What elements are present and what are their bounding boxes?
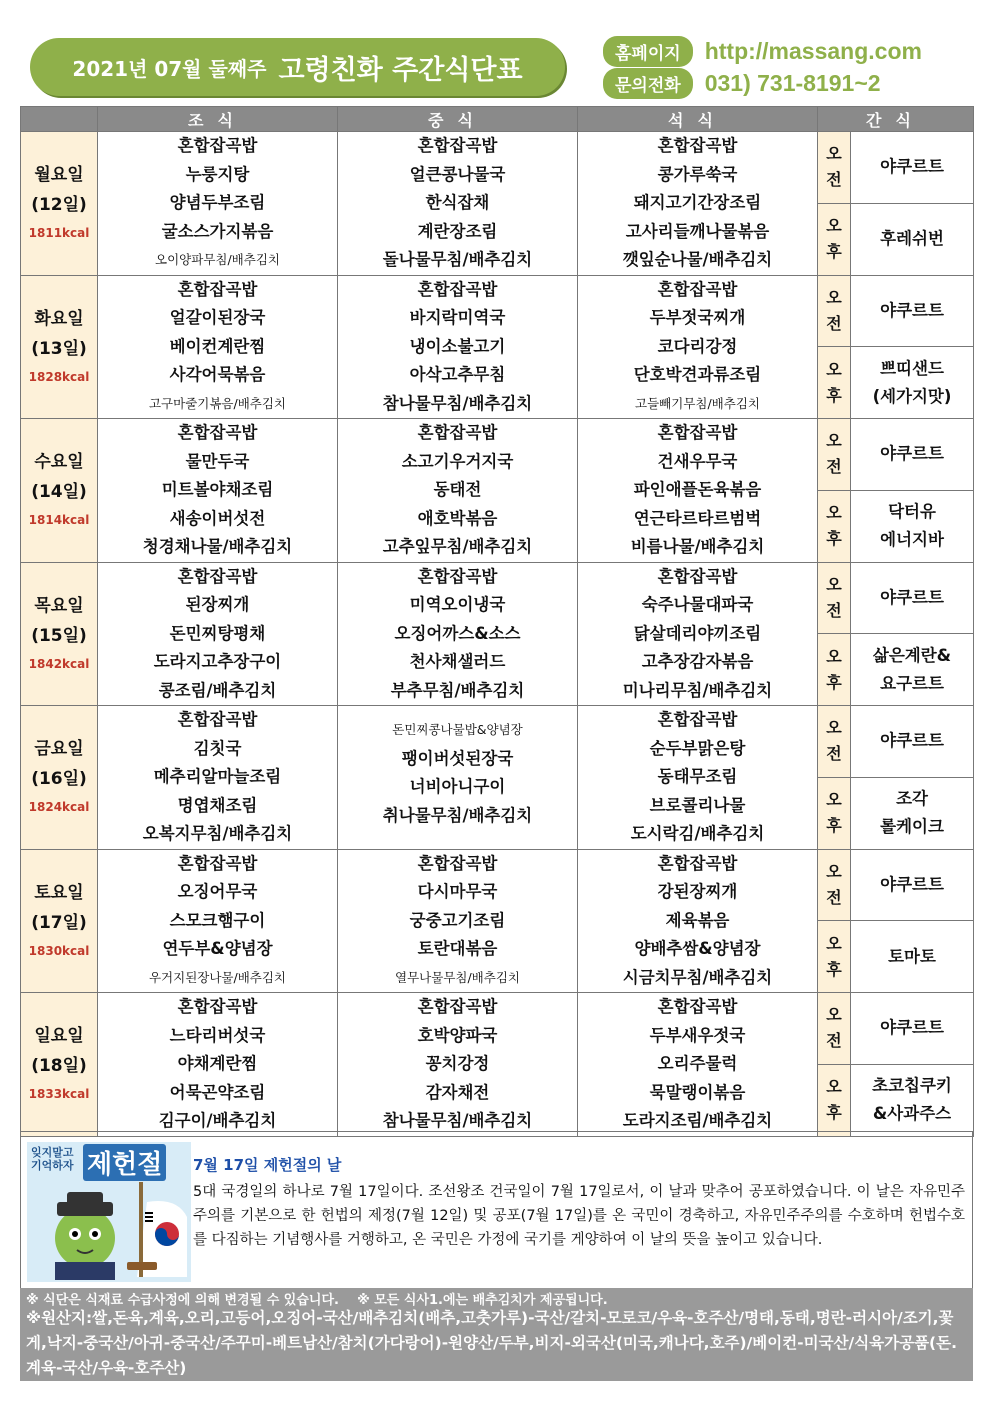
day-kcal: 1811kcal (28, 226, 90, 241)
day-kcal: 1824kcal (28, 800, 90, 815)
weekly-menu-table (20, 106, 974, 1137)
slot-am (818, 993, 851, 1065)
lunch-cell (338, 993, 578, 1137)
slot-pm-label: 오후 (826, 646, 842, 692)
homepage-row (603, 36, 922, 66)
lunch-item: 팽이버섯된장국 (401, 748, 514, 768)
menu-body (21, 132, 974, 1137)
slot-pm-label: 오후 (826, 1077, 842, 1123)
day-name: 목요일 (34, 595, 84, 616)
dinner-item: 도라지조림/배추김치 (622, 1111, 773, 1130)
dinner-cell (578, 562, 818, 706)
day-date: (17일) (31, 912, 87, 933)
breakfast-item: 혼합잡곡밥 (177, 136, 258, 155)
lunch-item: 꽁치강정 (425, 1054, 490, 1073)
dinner-item: 묵말랭이볶음 (649, 1082, 746, 1102)
dinner-item: 혼합잡곡밥 (657, 710, 738, 729)
dinner-item: 브로콜리나물 (649, 795, 746, 815)
day-cell (21, 419, 98, 563)
lunch-item: 얼큰콩나물국 (409, 164, 506, 184)
snack-pm: 닥터유 에너지바 (851, 490, 974, 562)
day-date: (12일) (31, 195, 87, 216)
dinner-item: 혼합잡곡밥 (657, 566, 738, 586)
breakfast-item: 오복지무침/배추김치 (142, 824, 293, 843)
lunch-item: 혼합잡곡밥 (417, 136, 498, 155)
lunch-item: 궁중고기조림 (409, 910, 506, 930)
breakfast-item: 누룽지탕 (185, 164, 250, 184)
dinner-item: 미나리무침/배추김치 (622, 680, 773, 700)
breakfast-item: 양념두부조림 (169, 193, 266, 212)
dinner-item: 연근타르타르범벅 (633, 508, 762, 528)
breakfast-cell (98, 275, 338, 419)
dinner-item: 양배추쌈&양념장 (634, 939, 761, 958)
day-cell (21, 562, 98, 706)
lunch-item: 혼합잡곡밥 (417, 279, 498, 299)
dinner-cell (578, 132, 818, 276)
snack-am: 야쿠르트 (851, 849, 974, 921)
day-name: 금요일 (34, 739, 84, 760)
col-lunch: 중식 (338, 107, 578, 132)
breakfast-item: 김구이/배추김치 (158, 1111, 277, 1130)
snack-am: 야쿠르트 (851, 562, 974, 634)
breakfast-item: 어묵곤약조림 (169, 1082, 266, 1102)
dinner-item: 고들빼기무침/배추김치 (635, 395, 760, 411)
day-name: 일요일 (34, 1026, 84, 1047)
breakfast-item: 고구마줄기볶음/배추김치 (148, 395, 287, 411)
dinner-item: 단호박견과류조림 (633, 365, 762, 384)
poster-title: 제헌절 (83, 1144, 166, 1181)
lunch-item: 호박양파국 (417, 1025, 498, 1045)
lunch-item: 돈민찌콩나물밥&양념장 (392, 722, 523, 737)
breakfast-cell (98, 419, 338, 563)
dinner-item: 코다리강정 (657, 336, 738, 356)
breakfast-item: 연두부&양념장 (162, 939, 273, 958)
dinner-item: 도시락김/배추김치 (630, 824, 765, 843)
slot-pm-label: 오후 (826, 359, 842, 405)
dinner-item: 혼합잡곡밥 (657, 853, 738, 873)
title-banner (30, 38, 565, 96)
breakfast-item: 된장찌개 (185, 595, 250, 614)
day-kcal: 1814kcal (28, 513, 90, 528)
day-cell (21, 275, 98, 419)
slot-am (818, 849, 851, 921)
snack-am: 야쿠르트 (851, 132, 974, 204)
day-date: (16일) (31, 769, 87, 790)
lunch-item: 혼합잡곡밥 (417, 997, 498, 1016)
snack-pm: 삶은계란& 요구르트 (851, 634, 974, 706)
breakfast-item: 오징어무국 (177, 882, 258, 901)
homepage-label: 홈페이지 (603, 36, 693, 67)
dinner-item: 두부젓국찌개 (649, 308, 746, 327)
lunch-cell (338, 706, 578, 850)
slot-pm (818, 347, 851, 419)
slot-am-label: 오전 (826, 1005, 842, 1051)
header-row (21, 107, 974, 132)
snack-am: 야쿠르트 (851, 419, 974, 491)
breakfast-item: 우거지된장나물/배추김치 (148, 969, 287, 985)
lunch-item: 천사채샐러드 (409, 652, 506, 671)
day-row (21, 419, 974, 491)
dinner-item: 혼합잡곡밥 (657, 997, 738, 1016)
slot-pm-label: 오후 (826, 790, 842, 836)
menu-date: 2021년 07월 둘째주 (72, 56, 267, 81)
lunch-item: 계란장조림 (417, 221, 498, 241)
slot-pm (818, 634, 851, 706)
corner-cell (21, 107, 98, 132)
dinner-item: 숙주나물대파국 (641, 595, 754, 614)
slot-pm (818, 1064, 851, 1136)
snack-pm: 후레쉬번 (851, 203, 974, 275)
day-row (21, 562, 974, 634)
lunch-item: 다시마무국 (417, 882, 498, 901)
notice-box (20, 1131, 973, 1289)
breakfast-item: 굴소스가지볶음 (161, 221, 274, 241)
breakfast-item: 느타리버섯국 (169, 1025, 266, 1045)
day-date: (18일) (31, 1056, 87, 1077)
snack-am: 야쿠르트 (851, 275, 974, 347)
slot-am-label: 오전 (826, 287, 842, 333)
breakfast-item: 미트볼야채조림 (161, 480, 274, 499)
slot-am-label: 오전 (826, 144, 842, 190)
lunch-item: 한식잡채 (425, 193, 490, 212)
snack-am: 야쿠르트 (851, 706, 974, 778)
breakfast-cell (98, 132, 338, 276)
lunch-cell (338, 132, 578, 276)
poster-caption: 잊지말고 기억하자 (31, 1146, 74, 1172)
homepage-link[interactable]: http://massang.com (704, 37, 922, 64)
breakfast-item: 콩조림/배추김치 (158, 680, 277, 700)
breakfast-item: 혼합잡곡밥 (177, 423, 258, 442)
snack-am: 야쿠르트 (851, 993, 974, 1065)
dinner-item: 닭살데리야끼조림 (633, 623, 762, 643)
day-name: 토요일 (34, 882, 84, 903)
col-snack: 간식 (818, 107, 974, 132)
breakfast-item: 김칫국 (193, 738, 242, 758)
slot-am-label: 오전 (826, 861, 842, 907)
day-cell (21, 849, 98, 993)
dinner-item: 고사리들깨나물볶음 (625, 221, 770, 241)
dinner-item: 시금치무침/배추김치 (622, 967, 773, 987)
day-cell (21, 993, 98, 1137)
lunch-item: 오징어까스&소스 (394, 623, 521, 643)
origin-info: ※원산지:쌀,돈육,계육,오리,고등어,오징어-국산/배추김치(배추,고춧가루)-국산/갈치-모로코/우육-호주산/명태,동태,명란-러시아/조기,꽃게,낙지-중국산/아귀-중국산/주꾸미-베트남산/참치(가다랑어)-원양산/두부,비지-외국산(미국,캐나다,호주)/베이컨-미국산/식육가공품(돈.계육-국산/우육-호주산) (26, 1309, 957, 1377)
breakfast-cell (98, 849, 338, 993)
phone-row (603, 68, 881, 98)
snack-pm: 조각 롤케이크 (851, 777, 974, 849)
day-name: 수요일 (34, 452, 84, 473)
breakfast-item: 돈민찌탕평채 (169, 623, 266, 643)
lunch-item: 고추잎무침/배추김치 (382, 537, 533, 556)
lunch-item: 감자채전 (425, 1082, 490, 1102)
lunch-item: 돌나물무침/배추김치 (382, 250, 533, 269)
slot-pm-label: 오후 (826, 933, 842, 979)
dinner-cell (578, 275, 818, 419)
slot-am (818, 419, 851, 491)
dinner-item: 혼합잡곡밥 (657, 279, 738, 299)
day-kcal: 1830kcal (28, 943, 90, 958)
slot-am (818, 706, 851, 778)
slot-pm (818, 777, 851, 849)
day-cell (21, 132, 98, 276)
snack-pm: 쁘띠샌드 (세가지맛) (851, 347, 974, 419)
day-kcal: 1828kcal (28, 369, 90, 384)
dinner-item: 순두부맑은탕 (649, 738, 746, 758)
slot-am (818, 275, 851, 347)
lunch-item: 미역오이냉국 (409, 595, 506, 614)
lunch-item: 소고기우거지국 (401, 451, 514, 471)
col-breakfast: 조식 (98, 107, 338, 132)
slot-pm-label: 오후 (826, 503, 842, 549)
lunch-item: 아삭고추무침 (409, 365, 506, 384)
breakfast-item: 오이양파무침/배추김치 (155, 252, 280, 267)
notice-text: 5대 국경일의 하나로 7월 17일이다. 조선왕조 건국일이 7월 17일로서, 이 날과 맞추어 공포하였습니다. 이 날은 자유민주주의를 기본으로 한 헌법의 제정(7월 12일) 및 공포(7월 17일)를 온 국민이 경축하고, 자유민주주의를 수호하며 헌법수호를 다짐하는 기념행사를 거행하고, 온 국민은 가정에 국기를 게양하여 이 날의 뜻을 높이고 있습니다. (193, 1184, 965, 1248)
slot-pm (818, 490, 851, 562)
dinner-cell (578, 419, 818, 563)
lunch-item: 동태전 (433, 480, 482, 499)
breakfast-item: 베이컨계란찜 (169, 336, 266, 356)
day-row (21, 275, 974, 347)
slot-pm-label: 오후 (826, 216, 842, 262)
breakfast-item: 명엽채조림 (177, 795, 258, 815)
day-name: 화요일 (34, 308, 84, 329)
snack-pm: 초코칩쿠키 &사과주스 (851, 1064, 974, 1136)
breakfast-item: 스모크햄구이 (169, 910, 266, 930)
day-row (21, 132, 974, 204)
breakfast-item: 혼합잡곡밥 (177, 279, 258, 299)
lunch-item: 열무나물무침/배추김치 (395, 969, 520, 985)
breakfast-cell (98, 706, 338, 850)
day-date: (13일) (31, 338, 87, 359)
lunch-cell (338, 275, 578, 419)
dinner-item: 깻잎순나물/배추김치 (622, 250, 773, 269)
dinner-item: 돼지고기간장조림 (633, 193, 762, 212)
day-date: (15일) (31, 625, 87, 646)
slot-am (818, 562, 851, 634)
notice-title: 7월 17일 제헌절의 날 (193, 1156, 342, 1174)
footer (20, 1288, 973, 1381)
phone-label: 문의전화 (603, 68, 693, 99)
slot-am-label: 오전 (826, 718, 842, 764)
lunch-item: 냉이소불고기 (409, 336, 506, 356)
breakfast-item: 청경채나물/배추김치 (142, 537, 293, 556)
slot-pm (818, 921, 851, 993)
lunch-item: 바지락미역국 (409, 308, 506, 327)
lunch-cell (338, 419, 578, 563)
dinner-cell (578, 993, 818, 1137)
lunch-cell (338, 849, 578, 993)
day-name: 월요일 (34, 165, 84, 186)
slot-pm (818, 203, 851, 275)
breakfast-item: 야채계란찜 (177, 1054, 258, 1073)
dinner-item: 오리주물럭 (657, 1054, 738, 1073)
lunch-item: 참나물무침/배추김치 (382, 1111, 533, 1130)
slot-am-label: 오전 (826, 431, 842, 477)
dinner-item: 콩가루쑥국 (657, 164, 738, 184)
snack-pm: 토마토 (851, 921, 974, 993)
dinner-cell (578, 849, 818, 993)
lunch-item: 취나물무침/배추김치 (382, 805, 533, 825)
dinner-item: 두부새우젓국 (649, 1025, 746, 1045)
lunch-cell (338, 562, 578, 706)
lunch-item: 너비아니구이 (409, 777, 506, 796)
dinner-item: 동태무조림 (657, 767, 738, 786)
dinner-item: 고추장감자볶음 (641, 652, 754, 671)
breakfast-item: 사각어묵볶음 (169, 365, 266, 384)
col-dinner: 석식 (578, 107, 818, 132)
breakfast-item: 메추리알마늘조림 (153, 767, 282, 786)
lunch-item: 혼합잡곡밥 (417, 566, 498, 586)
breakfast-cell (98, 993, 338, 1137)
dinner-item: 파인애플돈육볶음 (633, 480, 762, 499)
slot-am-label: 오전 (826, 574, 842, 620)
breakfast-item: 도라지고추장구이 (153, 652, 282, 671)
breakfast-item: 얼갈이된장국 (169, 308, 266, 327)
day-date: (14일) (31, 482, 87, 503)
dinner-item: 건새우무국 (657, 451, 738, 471)
page-title: 고령친화 주간식단표 (278, 54, 523, 86)
breakfast-item: 혼합잡곡밥 (177, 853, 258, 873)
dinner-item: 강된장찌개 (657, 882, 738, 901)
breakfast-item: 혼합잡곡밥 (177, 997, 258, 1016)
dinner-item: 혼합잡곡밥 (657, 423, 738, 442)
day-kcal: 1833kcal (28, 1087, 90, 1102)
breakfast-item: 새송이버섯전 (169, 508, 266, 528)
breakfast-item: 혼합잡곡밥 (177, 710, 258, 729)
lunch-item: 혼합잡곡밥 (417, 853, 498, 873)
dinner-cell (578, 706, 818, 850)
slot-am (818, 132, 851, 204)
dinner-item: 제육볶음 (665, 910, 730, 930)
day-kcal: 1842kcal (28, 656, 90, 671)
dinner-item: 혼합잡곡밥 (657, 136, 738, 155)
lunch-item: 부추무침/배추김치 (390, 680, 525, 700)
day-row (21, 706, 974, 778)
day-cell (21, 706, 98, 850)
lunch-item: 혼합잡곡밥 (417, 423, 498, 442)
lunch-item: 토란대볶음 (417, 939, 498, 958)
lunch-item: 참나물무침/배추김치 (382, 393, 533, 413)
day-row (21, 993, 974, 1065)
day-row (21, 849, 974, 921)
constitution-day-poster (27, 1142, 191, 1282)
footer-note: ※ 식단은 식재료 수급사정에 의해 변경될 수 있습니다. ※ 모든 식사1.에는 배추김치가 제공됩니다. (26, 1293, 608, 1308)
flag-icon (27, 1142, 191, 1282)
breakfast-item: 물만두국 (185, 451, 250, 471)
breakfast-cell (98, 562, 338, 706)
dinner-item: 비름나물/배추김치 (630, 537, 765, 556)
breakfast-item: 혼합잡곡밥 (177, 566, 258, 586)
lunch-item: 애호박볶음 (417, 508, 498, 528)
phone-number: 031) 731-8191~2 (704, 69, 881, 96)
